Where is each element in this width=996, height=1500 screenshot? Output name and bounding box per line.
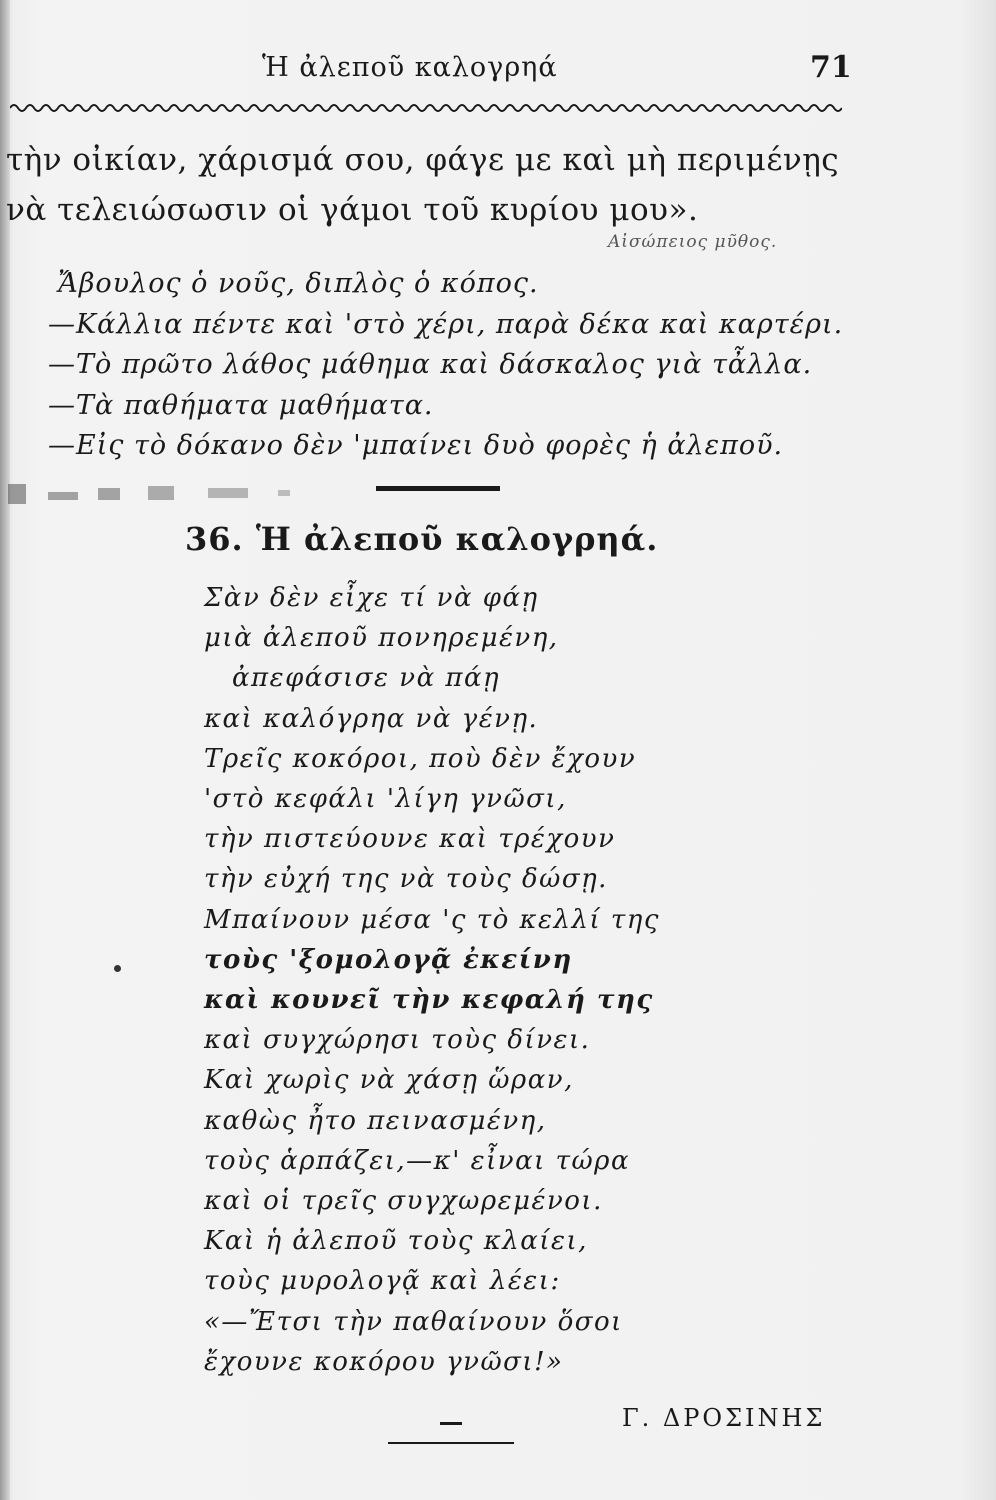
poem-line: καὶ συγχώρησι τοὺς δίνει. bbox=[204, 1025, 591, 1056]
poem-line: Καὶ χωρὶς νὰ χάσῃ ὥραν, bbox=[204, 1065, 574, 1096]
stray-ink-dot bbox=[114, 965, 121, 972]
poem-line: καὶ κουνεῖ τὴν κεφαλή της bbox=[204, 985, 654, 1016]
print-smudge bbox=[8, 478, 328, 508]
poem-line: μιὰ ἀλεποῦ πονηρεμένη, bbox=[204, 623, 559, 654]
proverbs-list bbox=[48, 264, 843, 467]
poem-line: τοὺς 'ξομολογᾷ ἐκείνη bbox=[204, 944, 573, 975]
proverb-line: —Εἰς τὸ δόκανο δὲν 'μπαίνει δυὸ φορὲς ἡ ἀλεποῦ. bbox=[48, 430, 784, 461]
poem-line: ἀπεφάσισε νὰ πάῃ bbox=[232, 663, 501, 694]
poem-line: Μπαίνουν μέσα 'ς τὸ κελλί της bbox=[204, 904, 660, 935]
proverb-line: —Τὰ παθήματα μαθήματα. bbox=[48, 389, 434, 421]
section-separator bbox=[376, 486, 500, 491]
poem-line: καθὼς ἦτο πεινασμένη, bbox=[204, 1105, 547, 1136]
prose-line: τὴν οἰκίαν, χάρισμά σου, φάγε με καὶ μὴ περιμένῃς bbox=[6, 142, 840, 178]
poem-body bbox=[204, 578, 660, 1382]
poem-line: καὶ καλόγρηα νὰ γένῃ. bbox=[204, 703, 539, 734]
poem-line: τὴν εὐχή της νὰ τοὺς δώσῃ. bbox=[204, 864, 608, 895]
proverb-line: —Κάλλια πέντε καὶ 'στὸ χέρι, παρὰ δέκα καὶ καρτέρι. bbox=[48, 308, 844, 340]
end-dash bbox=[440, 1422, 462, 1425]
source-attribution: Αἰσώπειος μῦθος. bbox=[608, 232, 778, 252]
poem-line: Καὶ ἡ ἀλεποῦ τοὺς κλαίει, bbox=[204, 1226, 588, 1257]
poem-line: «—Ἔτσι τὴν παθαίνουν ὅσοι bbox=[204, 1306, 623, 1337]
poem-line: Τρεῖς κοκόροι, ποὺ δὲν ἔχουν bbox=[204, 743, 637, 774]
proverb-line: —Τὸ πρῶτο λάθος μάθημα καὶ δάσκαλος γιὰ τἆλλα. bbox=[48, 349, 813, 380]
poem-line: τοὺς μυρολογᾷ καὶ λέει: bbox=[204, 1266, 561, 1297]
poem-author: Γ. ΔΡΟΣΙΝΗΣ bbox=[622, 1404, 826, 1432]
poem-line: Σὰν δὲν εἶχε τί νὰ φάῃ bbox=[204, 583, 539, 613]
running-title: Ἡ ἀλεποῦ καλογρηά bbox=[262, 52, 558, 83]
poem-title: 36. Ἡ ἀλεποῦ καλογρηά. bbox=[185, 520, 659, 558]
prose-text bbox=[6, 135, 839, 235]
poem-line: ἔχουνε κοκόρου γνῶσι!» bbox=[204, 1346, 564, 1377]
poem-line: τοὺς ἁρπάζει,—κ' εἶναι τώρα bbox=[204, 1145, 631, 1176]
end-rule bbox=[388, 1442, 514, 1444]
wavy-header-rule bbox=[10, 98, 842, 118]
proverb-line: Ἄβουλος ὁ νοῦς, διπλὸς ὁ κόπος. bbox=[58, 268, 539, 299]
poem-line: 'στὸ κεφάλι 'λίγη γνῶσι, bbox=[204, 784, 567, 815]
prose-line: νὰ τελειώσωσιν οἱ γάμοι τοῦ κυρίου μου». bbox=[6, 192, 699, 228]
page-number: 71 bbox=[810, 50, 852, 85]
poem-line: τὴν πιστεύουνε καὶ τρέχουν bbox=[204, 824, 616, 855]
poem-line: καὶ οἱ τρεῖς συγχωρεμένοι. bbox=[204, 1186, 603, 1217]
